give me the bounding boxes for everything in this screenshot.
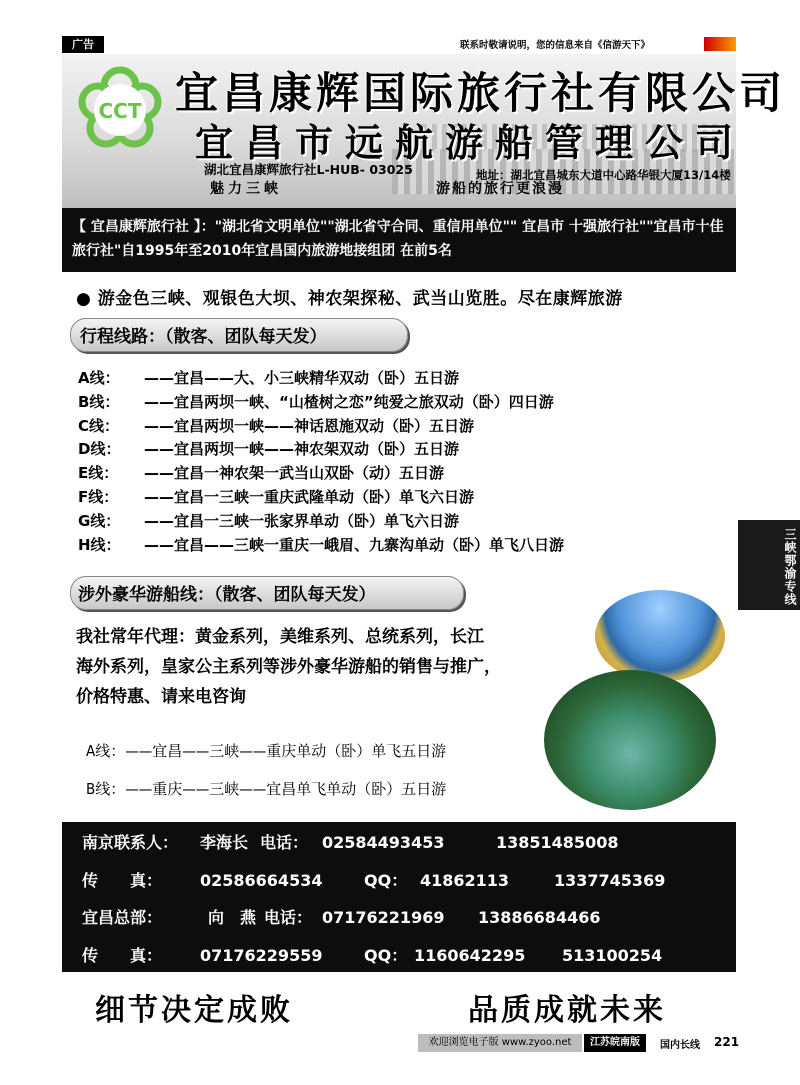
main-tagline: ● 游金色三峡、观银色大坝、神农架探秘、武当山览胜。尽在康辉旅游	[76, 289, 623, 309]
route-desc: ——宜昌——大、小三峡精华双动（卧）五日游	[144, 369, 460, 387]
dam-photo	[595, 590, 725, 682]
company-name-secondary: 宜昌市远航游船管理公司	[195, 120, 746, 165]
contact-name: 李海长	[200, 833, 249, 852]
route-h	[78, 533, 718, 557]
slogan-right: 游船的旅行更浪漫	[436, 181, 564, 197]
company-name-primary: 宜昌康辉国际旅行社有限公司	[175, 69, 786, 119]
honors-text: 【 宜昌康辉旅行社 】："湖北省文明单位""湖北省守合同、重信用单位"" 宜昌市 十强旅行社""宜昌市十佳旅行社"自1995年至2010年宜昌国内旅游地接组团 在前5名	[72, 219, 724, 259]
side-section-tab: 三峡鄂渝专线	[738, 520, 800, 610]
route-desc: ——宜昌一三峡一张家界单动（卧）单飞六日游	[144, 511, 460, 530]
motto-right: 品质成就未来	[468, 993, 666, 1028]
route-d	[78, 437, 718, 461]
tel-label: 电话：	[260, 833, 309, 852]
mobile-number: 13886684466	[478, 908, 601, 927]
route-c	[78, 414, 718, 438]
route-b	[78, 390, 718, 414]
address: 地址：湖北宜昌城东大道中心路华银大厦13/14楼	[476, 168, 731, 182]
mobile-number: 13851485008	[496, 833, 619, 852]
route-key: B线：	[78, 392, 120, 411]
route-key: A线：	[78, 369, 120, 387]
route-key: E线：	[78, 464, 119, 483]
page-number: 221	[714, 1035, 740, 1049]
route-key: G线：	[78, 511, 121, 530]
tel-number: 02584493453	[322, 833, 445, 852]
route-g	[78, 509, 718, 533]
footer-edition: 江苏皖南版	[584, 1034, 646, 1052]
route-desc: ——宜昌一三峡一重庆武隆单动（卧）单飞六日游	[144, 487, 475, 506]
logo-text: CCT	[98, 99, 142, 123]
motto-left: 细节决定成败	[95, 993, 293, 1028]
route-key: F线：	[78, 487, 119, 506]
qq-label: QQ：	[364, 946, 408, 965]
fax-number: 02586664534	[200, 871, 323, 890]
route-key: H线：	[78, 535, 121, 554]
footer-section: 国内长线	[660, 1040, 700, 1051]
tel-number: 07176221969	[322, 908, 445, 927]
route-a	[78, 366, 718, 390]
route-list	[78, 366, 718, 556]
qq-label: QQ：	[364, 871, 408, 890]
slogan-left: 魅力三峡	[210, 181, 282, 197]
route-key: D线：	[78, 440, 121, 459]
agency-line: 海外系列，皇家公主系列等涉外豪华游船的销售与推广，	[76, 657, 501, 677]
publisher-logo	[704, 37, 736, 51]
route-desc: ——宜昌一神农架一武当山双卧（动）五日游	[144, 464, 445, 483]
agency-line: 我社常年代理：黄金系列，美维系列、总统系列，长江	[76, 627, 484, 647]
mobile-number: 513100254	[562, 946, 663, 965]
agency-description	[76, 622, 596, 712]
license-number: 湖北宜昌康辉旅行社L-HUB- 03025	[204, 162, 413, 177]
fax-label: 传 真：	[82, 946, 163, 965]
route-desc: ——宜昌两坝一峡、“山楂树之恋”纯爱之旅双动（卧）四日游	[144, 392, 554, 411]
route-desc: ——宜昌——三峡一重庆一峨眉、九寨沟单动（卧）单飞八日游	[144, 535, 565, 554]
route-e	[78, 461, 718, 485]
route-f	[78, 485, 718, 509]
lux-header: 涉外豪华游船线：（散客、团队每天发）	[78, 585, 376, 605]
qq-number: 41862113	[420, 871, 510, 890]
footer-website[interactable]: 欢迎浏览电子版 www.zyoo.net	[418, 1034, 582, 1052]
contact-name: 向 燕	[208, 908, 257, 927]
tel-label: 电话：	[264, 908, 313, 927]
routes-header: 行程线路：（散客、团队每天发）	[80, 327, 327, 347]
contact-label: 南京联系人：	[82, 833, 179, 852]
fax-number: 07176229559	[200, 946, 323, 965]
ad-tag: 广告	[62, 36, 104, 53]
qq-number: 1160642295	[414, 946, 526, 965]
route-key: C线：	[78, 416, 120, 435]
fax-label: 传 真：	[82, 871, 163, 890]
source-note: 联系时敬请说明，您的信息来自《信游天下》	[460, 40, 651, 51]
mobile-number: 1337745369	[554, 871, 666, 890]
contact-label: 宜昌总部：	[82, 908, 163, 927]
lux-route-a: A线：——宜昌——三峡——重庆单动（卧）单飞五日游	[86, 742, 447, 760]
agency-line: 价格特惠、请来电咨询	[76, 687, 246, 707]
route-desc: ——宜昌两坝一峡——神话恩施双动（卧）五日游	[144, 416, 475, 435]
cct-logo	[74, 62, 166, 154]
lux-route-b: B线：——重庆——三峡——宜昌单飞单动（卧）五日游	[86, 780, 447, 798]
route-desc: ——宜昌两坝一峡——神农架双动（卧）五日游	[144, 440, 460, 459]
